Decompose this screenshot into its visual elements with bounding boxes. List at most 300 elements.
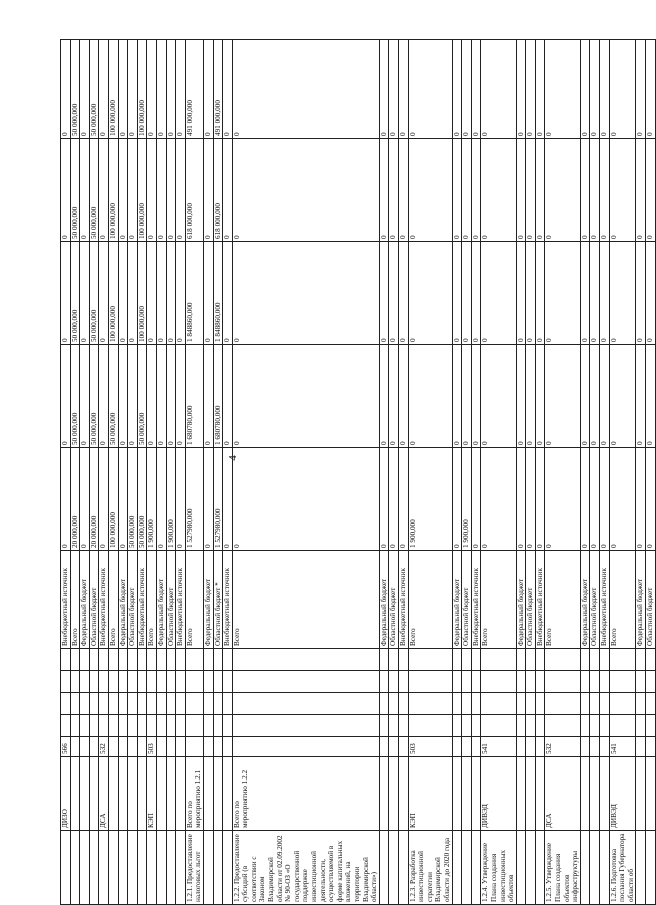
executor-cell	[452, 757, 462, 831]
value-cell: 0	[389, 345, 399, 448]
value-cell: 0	[156, 345, 166, 448]
blank-cell	[609, 715, 636, 737]
activity-cell	[137, 831, 147, 905]
blank-cell	[70, 671, 80, 693]
value-cell: 0	[516, 40, 526, 139]
blank-cell	[590, 693, 600, 715]
value-cell: 0	[223, 40, 233, 139]
value-cell: 0	[526, 345, 536, 448]
source-cell: Областной бюджет *	[213, 551, 223, 649]
blank-cell	[516, 715, 526, 737]
value-cell: 0	[389, 448, 399, 551]
blank-cell	[408, 693, 452, 715]
blank-cell	[462, 715, 472, 737]
blank-cell	[176, 715, 186, 737]
value-cell: 0	[545, 40, 580, 139]
code-cell	[156, 737, 166, 757]
table-row	[80, 40, 90, 905]
table-row	[580, 40, 590, 905]
value-cell: 0	[166, 345, 176, 448]
blank-cell	[389, 671, 399, 693]
blank-cell	[609, 649, 636, 671]
blank-cell	[398, 715, 408, 737]
value-cell: 0	[580, 40, 590, 139]
activity-cell	[590, 831, 600, 905]
executor-cell: КЭП	[408, 757, 452, 831]
code-cell	[600, 737, 610, 757]
blank-cell	[526, 671, 536, 693]
value-cell: 0	[452, 448, 462, 551]
blank-cell	[609, 671, 636, 693]
blank-cell	[213, 693, 223, 715]
code-cell	[128, 737, 138, 757]
blank-cell	[232, 649, 379, 671]
executor-cell	[89, 757, 99, 831]
blank-cell	[408, 715, 452, 737]
table-row	[609, 40, 636, 905]
executor-cell: ДСА	[545, 757, 580, 831]
activity-cell	[580, 831, 590, 905]
blank-cell	[89, 693, 99, 715]
value-cell: 0	[61, 345, 71, 448]
executor-cell: КЭП	[147, 757, 157, 831]
value-cell: 0	[481, 242, 516, 345]
executor-cell	[223, 757, 233, 831]
source-cell: Областной бюджет	[128, 551, 138, 649]
value-cell: 0	[590, 139, 600, 242]
blank-cell	[452, 649, 462, 671]
activity-cell	[379, 831, 389, 905]
source-cell: Всего	[108, 551, 118, 649]
table-row	[61, 40, 71, 905]
executor-cell	[600, 757, 610, 831]
code-cell: 541	[609, 737, 636, 757]
value-cell: 0	[147, 345, 157, 448]
value-cell: 0	[398, 242, 408, 345]
value-cell: 0	[128, 242, 138, 345]
activity-cell: 1.2.4. Утверждение Плана создания инвестиционных объектов	[481, 831, 516, 905]
blank-cell	[516, 693, 526, 715]
value-cell: 0	[398, 139, 408, 242]
value-cell: 0	[147, 139, 157, 242]
blank-cell	[408, 649, 452, 671]
table-row	[646, 40, 656, 905]
blank-cell	[545, 649, 580, 671]
value-cell: 0	[646, 242, 656, 345]
value-cell: 0	[232, 345, 379, 448]
value-cell: 50 000,000	[89, 40, 99, 139]
code-cell	[203, 737, 213, 757]
value-cell: 0	[535, 242, 545, 345]
value-cell: 0	[526, 448, 536, 551]
value-cell: 0	[516, 242, 526, 345]
value-cell: 0	[636, 40, 646, 139]
blank-cell	[535, 671, 545, 693]
blank-cell	[590, 715, 600, 737]
blank-cell	[185, 671, 203, 693]
code-cell	[516, 737, 526, 757]
blank-cell	[580, 671, 590, 693]
blank-cell	[99, 671, 109, 693]
source-cell: Федеральный бюджет	[118, 551, 128, 649]
blank-cell	[481, 649, 516, 671]
blank-cell	[481, 671, 516, 693]
blank-cell	[232, 693, 379, 715]
value-cell: 0	[471, 139, 481, 242]
blank-cell	[526, 693, 536, 715]
value-cell: 0	[389, 242, 399, 345]
value-cell: 0	[545, 139, 580, 242]
blank-cell	[389, 649, 399, 671]
blank-cell	[646, 649, 656, 671]
value-cell: 0	[166, 40, 176, 139]
activity-cell	[166, 831, 176, 905]
blank-cell	[137, 649, 147, 671]
value-cell: 0	[545, 448, 580, 551]
blank-cell	[535, 715, 545, 737]
value-cell: 0	[176, 139, 186, 242]
source-cell: Федеральный бюджет	[636, 551, 646, 649]
activity-cell	[516, 831, 526, 905]
code-cell	[590, 737, 600, 757]
blank-cell	[70, 649, 80, 671]
value-cell: 1 848860,000	[185, 242, 203, 345]
blank-cell	[137, 693, 147, 715]
code-cell	[137, 737, 147, 757]
value-cell: 0	[398, 345, 408, 448]
value-cell: 0	[580, 448, 590, 551]
table-row	[516, 40, 526, 905]
value-cell: 0	[462, 242, 472, 345]
value-cell: 1 900,000	[166, 448, 176, 551]
table-row	[389, 40, 399, 905]
executor-cell	[526, 757, 536, 831]
blank-cell	[636, 671, 646, 693]
blank-cell	[137, 671, 147, 693]
value-cell: 0	[379, 40, 389, 139]
table-row	[185, 40, 203, 905]
table-row	[481, 40, 516, 905]
blank-cell	[452, 715, 462, 737]
table-row	[379, 40, 389, 905]
source-cell: Всего	[147, 551, 157, 649]
source-cell: Федеральный бюджет	[80, 551, 90, 649]
blank-cell	[156, 715, 166, 737]
value-cell: 0	[636, 448, 646, 551]
table-body	[61, 40, 656, 905]
table-row	[452, 40, 462, 905]
blank-cell	[176, 671, 186, 693]
blank-cell	[61, 715, 71, 737]
executor-cell	[70, 757, 80, 831]
blank-cell	[462, 671, 472, 693]
blank-cell	[223, 715, 233, 737]
blank-cell	[600, 671, 610, 693]
value-cell: 0	[452, 345, 462, 448]
value-cell: 0	[609, 448, 636, 551]
value-cell: 50 000,000	[128, 448, 138, 551]
code-cell	[70, 737, 80, 757]
value-cell: 0	[609, 242, 636, 345]
activity-cell	[223, 831, 233, 905]
value-cell: 0	[600, 448, 610, 551]
table-row	[590, 40, 600, 905]
executor-cell: Всего по мероприятию 1.2.2	[232, 757, 379, 831]
table-row	[108, 40, 118, 905]
code-cell	[232, 737, 379, 757]
activity-cell	[118, 831, 128, 905]
blank-cell	[80, 715, 90, 737]
value-cell: 0	[646, 139, 656, 242]
blank-cell	[61, 693, 71, 715]
activity-cell	[636, 831, 646, 905]
activity-cell: 1.2.6. Подготовка послания Губернатора области об	[609, 831, 636, 905]
blank-cell	[535, 649, 545, 671]
code-cell	[636, 737, 646, 757]
value-cell: 0	[80, 345, 90, 448]
value-cell: 0	[471, 40, 481, 139]
table-row	[471, 40, 481, 905]
value-cell: 0	[580, 345, 590, 448]
value-cell: 0	[99, 448, 109, 551]
executor-cell	[580, 757, 590, 831]
value-cell: 0	[471, 345, 481, 448]
value-cell: 0	[118, 40, 128, 139]
value-cell: 0	[80, 139, 90, 242]
blank-cell	[128, 715, 138, 737]
value-cell: 1 680780,000	[185, 345, 203, 448]
blank-cell	[166, 715, 176, 737]
blank-cell	[89, 715, 99, 737]
value-cell: 0	[61, 40, 71, 139]
value-cell: 491 000,000	[213, 40, 223, 139]
table-row	[398, 40, 408, 905]
blank-cell	[452, 693, 462, 715]
value-cell: 0	[166, 242, 176, 345]
table-row	[128, 40, 138, 905]
blank-cell	[590, 671, 600, 693]
value-cell: 50 000,000	[70, 139, 80, 242]
activity-cell	[452, 831, 462, 905]
table-row	[600, 40, 610, 905]
blank-cell	[379, 715, 389, 737]
blank-cell	[408, 671, 452, 693]
value-cell: 1 680780,000	[213, 345, 223, 448]
value-cell: 50 000,000	[89, 139, 99, 242]
code-cell	[580, 737, 590, 757]
executor-cell	[118, 757, 128, 831]
blank-cell	[636, 649, 646, 671]
value-cell: 0	[379, 345, 389, 448]
value-cell: 0	[481, 40, 516, 139]
blank-cell	[223, 671, 233, 693]
code-cell	[80, 737, 90, 757]
value-cell: 0	[471, 242, 481, 345]
activity-cell	[646, 831, 656, 905]
activity-cell	[80, 831, 90, 905]
activity-cell	[526, 831, 536, 905]
value-cell: 0	[99, 40, 109, 139]
blank-cell	[389, 693, 399, 715]
value-cell: 0	[481, 139, 516, 242]
value-cell: 0	[176, 448, 186, 551]
blank-cell	[203, 693, 213, 715]
blank-cell	[580, 715, 590, 737]
value-cell: 0	[646, 448, 656, 551]
blank-cell	[481, 715, 516, 737]
value-cell: 0	[609, 139, 636, 242]
value-cell: 100 000,000	[137, 40, 147, 139]
budget-table	[60, 39, 656, 905]
executor-cell: Всего по мероприятию 1.2.1	[185, 757, 203, 831]
table-row	[147, 40, 157, 905]
value-cell: 0	[636, 345, 646, 448]
blank-cell	[646, 671, 656, 693]
value-cell: 0	[452, 242, 462, 345]
value-cell: 0	[636, 139, 646, 242]
executor-cell	[535, 757, 545, 831]
source-cell: Областной бюджет	[526, 551, 536, 649]
value-cell: 0	[481, 345, 516, 448]
blank-cell	[389, 715, 399, 737]
value-cell: 0	[389, 40, 399, 139]
blank-cell	[203, 671, 213, 693]
blank-cell	[118, 649, 128, 671]
value-cell: 0	[118, 242, 128, 345]
code-cell: 532	[545, 737, 580, 757]
blank-cell	[223, 649, 233, 671]
source-cell: Федеральный бюджет	[379, 551, 389, 649]
blank-cell	[89, 671, 99, 693]
blank-cell	[118, 693, 128, 715]
value-cell: 100 000,000	[108, 40, 118, 139]
value-cell: 0	[408, 40, 452, 139]
value-cell: 50 000,000	[70, 40, 80, 139]
blank-cell	[580, 693, 590, 715]
value-cell: 0	[452, 40, 462, 139]
value-cell: 100 000,000	[137, 139, 147, 242]
value-cell: 0	[176, 242, 186, 345]
source-cell: Внебюджетный источник	[99, 551, 109, 649]
value-cell: 618 000,000	[213, 139, 223, 242]
blank-cell	[398, 649, 408, 671]
blank-cell	[481, 693, 516, 715]
blank-cell	[462, 649, 472, 671]
blank-cell	[166, 671, 176, 693]
table-row	[203, 40, 213, 905]
blank-cell	[80, 649, 90, 671]
value-cell: 50 000,000	[70, 242, 80, 345]
source-cell: Федеральный бюджет	[156, 551, 166, 649]
value-cell: 0	[118, 345, 128, 448]
executor-cell	[516, 757, 526, 831]
value-cell: 1 527980,000	[213, 448, 223, 551]
blank-cell	[580, 649, 590, 671]
value-cell: 0	[590, 448, 600, 551]
activity-cell	[89, 831, 99, 905]
blank-cell	[636, 715, 646, 737]
value-cell: 0	[80, 448, 90, 551]
source-cell: Федеральный бюджет	[452, 551, 462, 649]
value-cell: 0	[590, 40, 600, 139]
blank-cell	[128, 693, 138, 715]
blank-cell	[176, 649, 186, 671]
blank-cell	[147, 671, 157, 693]
blank-cell	[80, 693, 90, 715]
activity-cell	[389, 831, 399, 905]
blank-cell	[166, 649, 176, 671]
table-row	[118, 40, 128, 905]
blank-cell	[600, 693, 610, 715]
blank-cell	[118, 715, 128, 737]
activity-cell	[147, 831, 157, 905]
value-cell: 0	[609, 40, 636, 139]
value-cell: 0	[600, 242, 610, 345]
value-cell: 20 000,000	[89, 448, 99, 551]
source-cell: Областной бюджет	[590, 551, 600, 649]
value-cell: 0	[526, 40, 536, 139]
value-cell: 0	[223, 448, 233, 551]
source-cell: Федеральный бюджет	[580, 551, 590, 649]
value-cell: 0	[516, 345, 526, 448]
source-cell: Областной бюджет	[166, 551, 176, 649]
value-cell: 0	[516, 139, 526, 242]
value-cell: 0	[590, 242, 600, 345]
table-row	[89, 40, 99, 905]
blank-cell	[646, 693, 656, 715]
value-cell: 0	[176, 40, 186, 139]
blank-cell	[203, 715, 213, 737]
value-cell: 0	[389, 139, 399, 242]
value-cell: 50 000,000	[89, 345, 99, 448]
value-cell: 0	[232, 242, 379, 345]
code-cell	[176, 737, 186, 757]
blank-cell	[545, 671, 580, 693]
blank-cell	[89, 649, 99, 671]
value-cell: 0	[379, 139, 389, 242]
blank-cell	[398, 693, 408, 715]
code-cell	[471, 737, 481, 757]
code-cell: 503	[408, 737, 452, 757]
value-cell: 100 000,000	[137, 242, 147, 345]
value-cell: 0	[646, 40, 656, 139]
blank-cell	[462, 693, 472, 715]
blank-cell	[137, 715, 147, 737]
table-row	[545, 40, 580, 905]
value-cell: 0	[232, 40, 379, 139]
value-cell: 0	[99, 345, 109, 448]
activity-cell	[203, 831, 213, 905]
value-cell: 0	[408, 139, 452, 242]
value-cell: 50 000,000	[108, 345, 118, 448]
blank-cell	[600, 715, 610, 737]
value-cell: 0	[156, 139, 166, 242]
source-cell: Всего	[545, 551, 580, 649]
value-cell: 0	[223, 242, 233, 345]
code-cell	[118, 737, 128, 757]
value-cell: 0	[471, 448, 481, 551]
code-cell	[398, 737, 408, 757]
executor-cell	[379, 757, 389, 831]
value-cell: 618 000,000	[185, 139, 203, 242]
value-cell: 0	[452, 139, 462, 242]
blank-cell	[213, 649, 223, 671]
value-cell: 0	[203, 448, 213, 551]
value-cell: 0	[156, 448, 166, 551]
executor-cell	[156, 757, 166, 831]
value-cell: 0	[545, 242, 580, 345]
code-cell	[185, 737, 203, 757]
